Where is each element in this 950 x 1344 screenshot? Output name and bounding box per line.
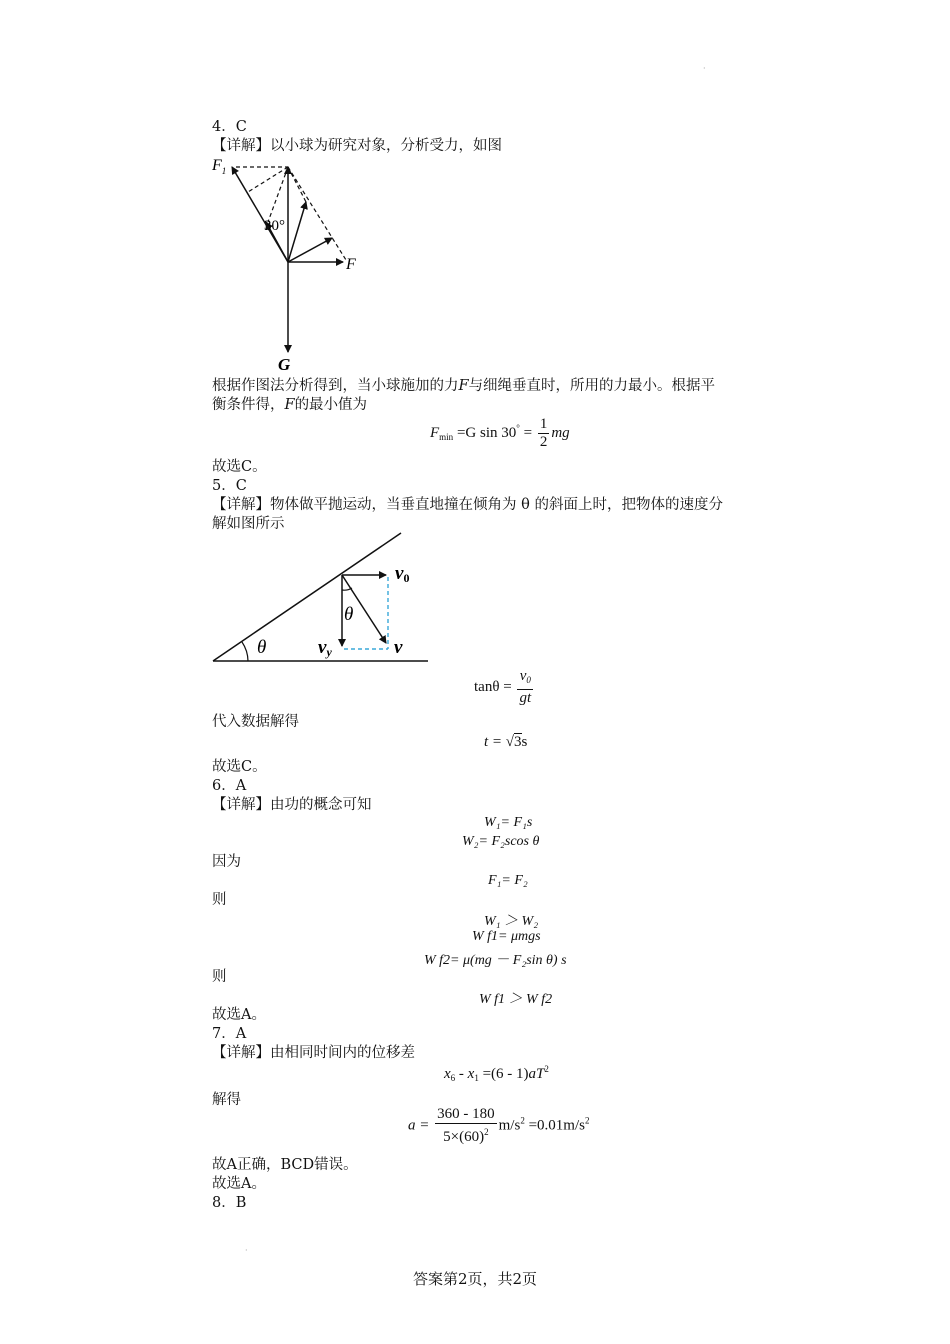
q6-answer: 故选A。 (212, 1007, 266, 1023)
q5-equation-t: t = √3s (484, 734, 528, 750)
slope-line (213, 533, 401, 661)
q7-answer: 故选A。 (212, 1176, 266, 1192)
q5-answer: 故选C。 (212, 759, 267, 775)
dashed-b (268, 167, 288, 222)
q7-conclusion: 故A正确，BCD错误。 (212, 1157, 358, 1173)
label-f: F (346, 256, 356, 273)
q4-header: 4．C (212, 119, 247, 135)
dashed-a (248, 167, 288, 192)
q5-velocity-diagram (208, 528, 433, 668)
label-f1: $F_1$ (212, 157, 227, 176)
q6-eq-wf1: W f1= μmgs (472, 929, 541, 944)
q4-equation: $F_{min} =G$ sin 30° = $\frac{1}{2}$ mg (430, 416, 570, 450)
q7-equation-acceleration: a = $\frac{360 - 180}{5\times(60)^2}$ $m/s^2 =0.01m/s^2$ (408, 1106, 590, 1145)
q5-detail-line1: 【详解】物体做平抛运动，当垂直地撞在倾角为 θ 的斜面上时，把物体的速度分 (212, 497, 723, 513)
q6-then-1: 则 (212, 892, 227, 908)
q6-eq-wf2: W f2= μ(mg － F₂sin θ) s (424, 953, 567, 968)
q6-eq-f: F₁= F₂ (488, 873, 528, 888)
label-vy: vy (318, 637, 332, 659)
page-mark-bottom: · (245, 1246, 248, 1255)
label-angle: 30° (264, 218, 285, 234)
q8-header: 8．B (212, 1195, 247, 1211)
q6-then-2: 则 (212, 969, 227, 985)
q7-detail: 【详解】由相同时间内的位移差 (212, 1045, 415, 1061)
q4-analysis-line2: 衡条件得，F的最小值为 (212, 397, 368, 413)
q5-detail-line2: 解如图所示 (212, 516, 285, 532)
q4-detail: 【详解】以小球为研究对象，分析受力，如图 (212, 138, 502, 154)
label-theta-velocity: θ (344, 604, 354, 625)
q4-force-diagram (208, 152, 378, 377)
q5-header: 5．C (212, 478, 247, 494)
label-g: G (278, 355, 291, 374)
page-mark-top: · (703, 64, 706, 73)
q5-substitute-text: 代入数据解得 (212, 714, 299, 730)
slope-angle-arc (242, 642, 248, 661)
q6-eq-compare-wf: W f1 ＞ W f2 (479, 992, 553, 1007)
label-v: v (394, 637, 403, 658)
q6-because: 因为 (212, 854, 241, 870)
q4-answer: 故选C。 (212, 459, 267, 475)
q6-eq-w2: W₂= F₂scos θ (462, 834, 540, 849)
q4-analysis-line1: 根据作图法分析得到，当小球施加的力F与细绳垂直时，所用的力最小。根据平 (212, 378, 716, 394)
q7-equation-displacement: $x_6 - x_1 =(6 - 1)aT^2$ (444, 1064, 549, 1083)
label-v0: v0 (395, 563, 410, 585)
q6-eq-compare-w: W₁ ＞ W₂ (484, 914, 539, 929)
page-footer: 答案第2页，共2页 (412, 1270, 538, 1288)
dashed-c (288, 167, 306, 202)
q6-eq-w1: W₁= F₁s (484, 815, 533, 830)
q6-detail: 【详解】由功的概念可知 (212, 797, 372, 813)
label-theta-slope: θ (257, 637, 267, 658)
q5-equation-tan: tanθ = $\frac{v_0}{gt}$ (474, 668, 532, 706)
q7-header: 7．A (212, 1026, 247, 1042)
velocity-angle-arc (342, 588, 352, 590)
q6-header: 6．A (212, 778, 247, 794)
q7-solve-text: 解得 (212, 1092, 241, 1108)
